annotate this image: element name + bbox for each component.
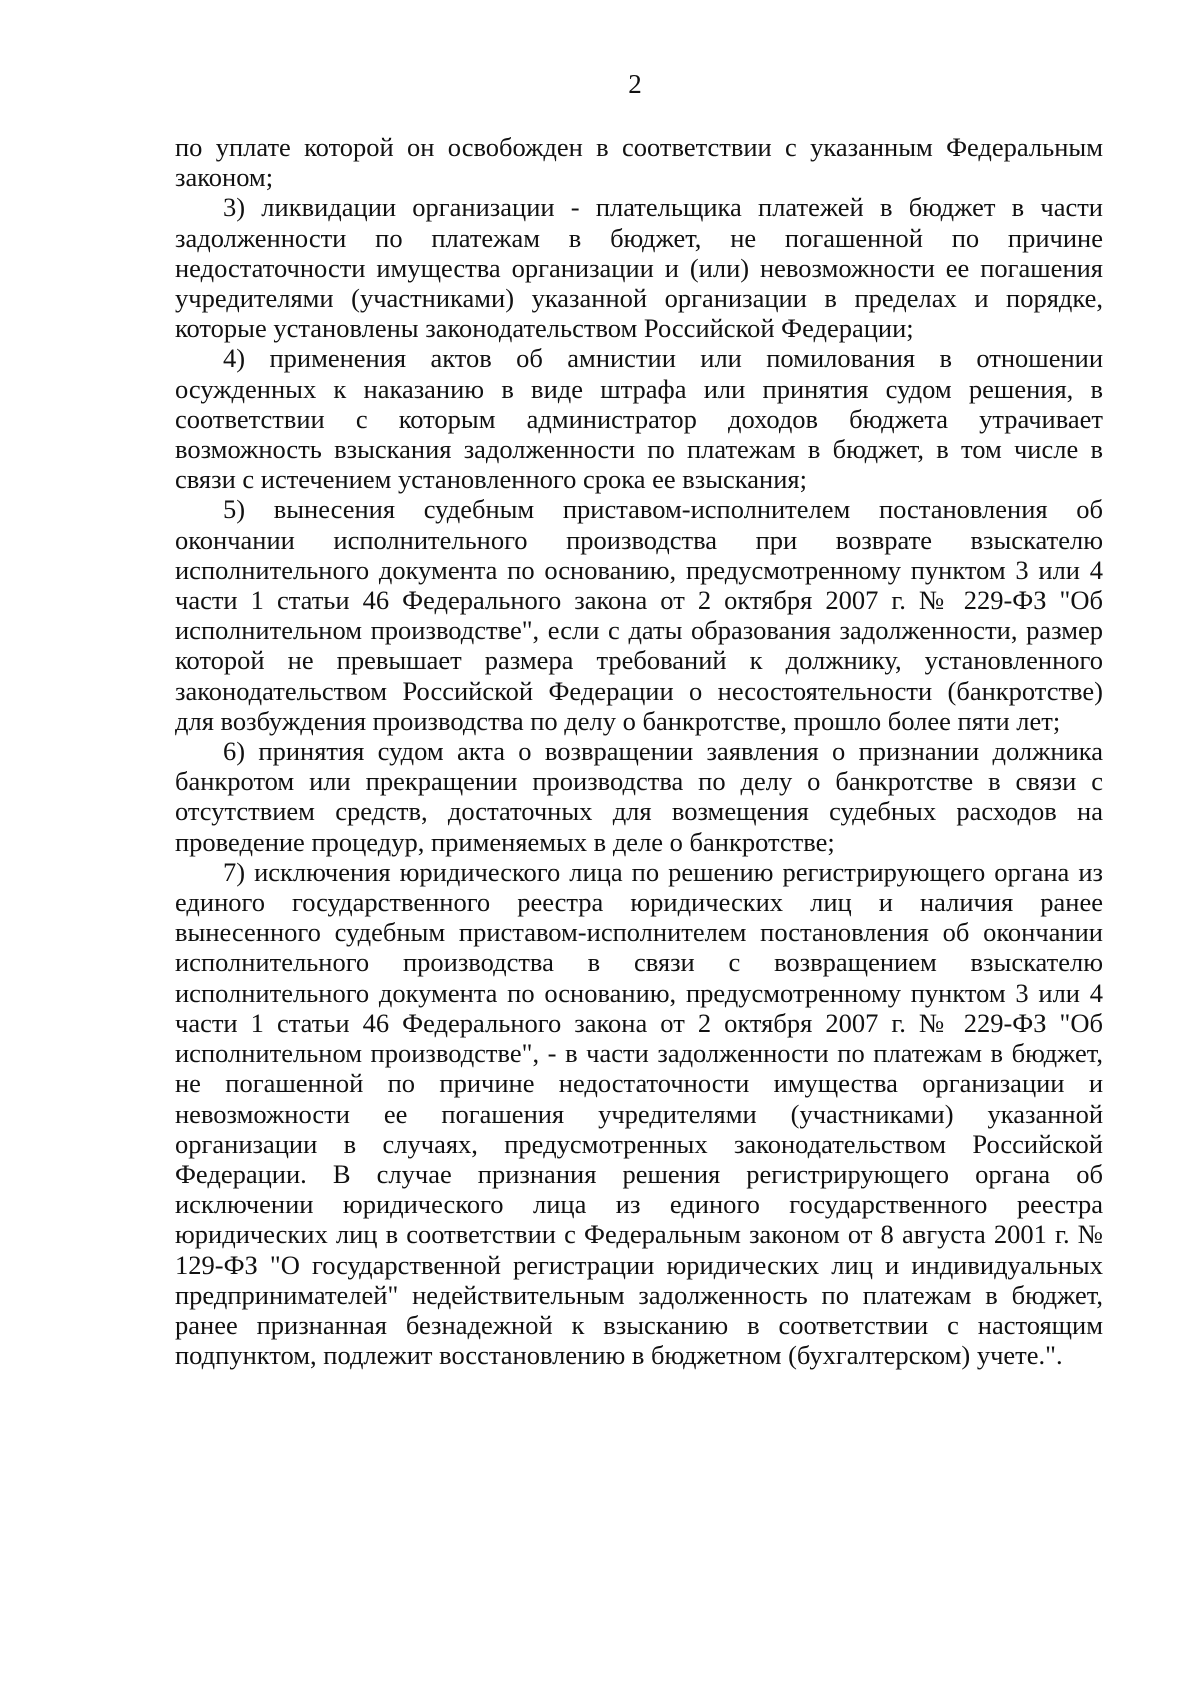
- page-number: 2: [628, 69, 642, 99]
- paragraph-item-7: 7) исключения юридического лица по решению регистрирующего органа из единого государственного реестра юридических лиц и наличия ранее вынесенного судебным приставом-исполнителем постановления об окончании исполнительного производства в связи с возвращением взыскателю исполнительного документа по основанию, предусмотренному пунктом 3 или 4 части 1 статьи 46 Федерального закона от 2 октября 2007 г. № 229-ФЗ "Об исполнительном производстве", - в части задолженности по платежам в бюджет, не погашенной по причине недостаточности имущества организации и невозможности ее погашения учредителями (участниками) указанной организации в случаях, предусмотренных законодательством Российской Федерации. В случае признания решения регистрирующего органа об исключении юридического лица из единого государственного реестра юридических лиц в соответствии с Федеральным законом от 8 августа 2001 г. № 129-ФЗ "О государственной регистрации юридических лиц и индивидуальных предпринимателей" недействительным задолженность по платежам в бюджет, ранее признанная безнадежной к взысканию в соответствии с настоящим подпунктом, подлежит восстановлению в бюджетном (бухгалтерском) учете.".: [175, 856, 1103, 1371]
- paragraph-item-3: 3) ликвидации организации - плательщика платежей в бюджет в части задолженности по платежам в бюджет, не погашенной по причине недостаточности имущества организации и (или) невозможности ее погашения учредителями (участниками) указанной организации в пределах и порядке, которые установлены законодательством Российской Федерации;: [175, 192, 1103, 344]
- paragraph-item-5: 5) вынесения судебным приставом-исполнителем постановления об окончании исполнительного производства при возврате взыскателю исполнительного документа по основанию, предусмотренному пунктом 3 или 4 части 1 статьи 46 Федерального закона от 2 октября 2007 г. № 229-ФЗ "Об исполнительном производстве", если с даты образования задолженности, размер которой не превышает размера требований к должнику, установленного законодательством Российской Федерации о несостоятельности (банкротстве) для возбуждения производства по делу о банкротстве, прошло более пяти лет;: [175, 494, 1103, 736]
- paragraph-item-4: 4) применения актов об амнистии или помилования в отношении осужденных к наказанию в виде штрафа или принятия судом решения, в соответствии с которым администратор доходов бюджета утрачивает возможность взыскания задолженности по платежам в бюджет, в том числе в связи с истечением установленного срока ее взыскания;: [175, 343, 1103, 495]
- document-body: [175, 132, 1103, 1370]
- paragraph-item-6: 6) принятия судом акта о возвращении заявления о признании должника банкротом или прекращении производства по делу о банкротстве в связи с отсутствием средств, достаточных для возмещения судебных расходов на проведение процедур, применяемых в деле о банкротстве;: [175, 736, 1103, 857]
- paragraph-continuation: по уплате которой он освобожден в соответствии с указанным Федеральным законом;: [175, 132, 1103, 193]
